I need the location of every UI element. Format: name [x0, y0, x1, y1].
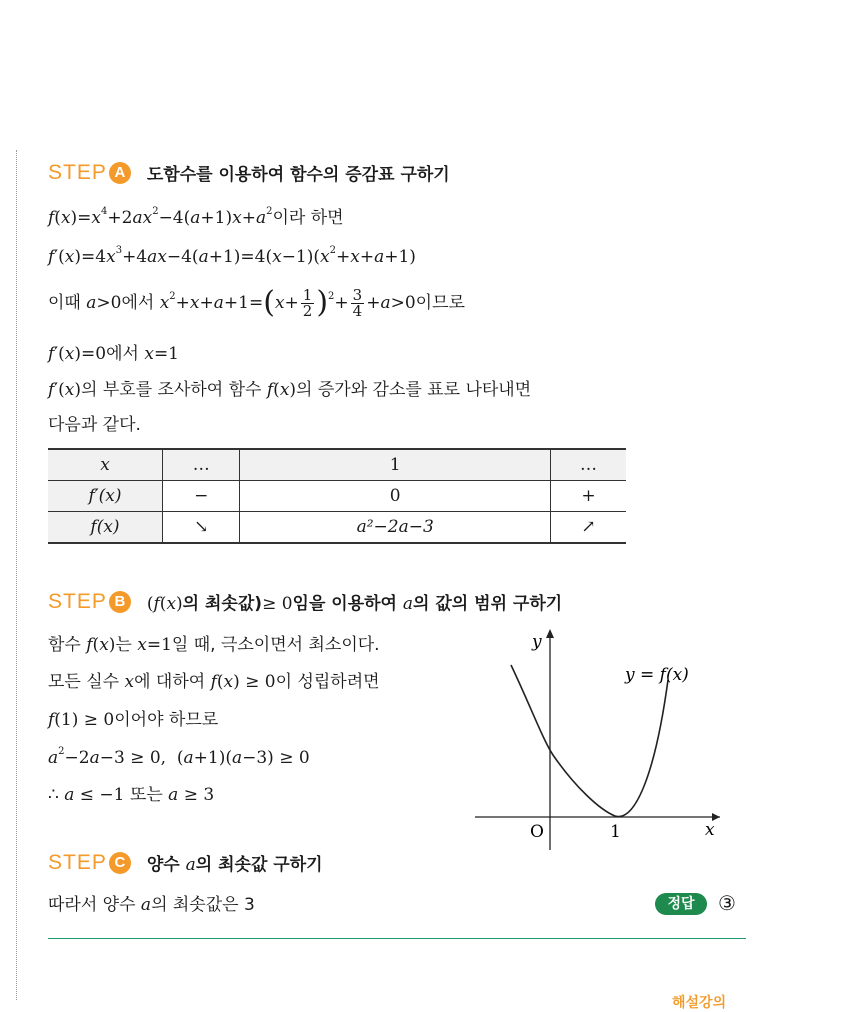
line-critical-point: f′(x)=0에서 x=1: [48, 344, 179, 364]
step-b-badge: B: [109, 591, 131, 613]
tick-label: 1: [610, 822, 621, 842]
increasing-arrow-icon: ↗: [550, 512, 626, 544]
line-define-f: $f(x)=x^4+2ax^2-4(a+1)x+a^2$이라 하면: [48, 206, 344, 228]
step-label: STEP: [48, 850, 107, 874]
step-c-badge: C: [109, 852, 131, 874]
line-as-follows: 다음과 같다.: [48, 415, 141, 435]
line-range: ∴ a ≤ −1 또는 a ≥ 3: [48, 785, 215, 805]
step-c-heading: STEP C 양수 a의 최솟값 구하기: [48, 850, 323, 875]
table-row: f(x) ↘ a²−2a−3 ↗: [48, 512, 626, 544]
line-conclusion: 따라서 양수 a의 최솟값은 3: [48, 895, 255, 915]
step-label: STEP: [48, 589, 107, 613]
table-row: x … 1 …: [48, 449, 626, 481]
step-a-heading: [48, 160, 450, 185]
footer-label: 해설강의: [672, 995, 727, 1011]
function-graph: [475, 625, 735, 855]
curve: [511, 665, 668, 817]
line-condition: 모든 실수 x에 대하여 f(x) ≥ 0이 성립하려면: [48, 672, 380, 692]
step-b-heading: STEP B (f(x)의 최솟값)≥ 0임을 이용하여 a의 값의 범위 구하기: [48, 589, 563, 614]
increase-decrease-table: [48, 448, 626, 544]
y-axis-label: y: [532, 632, 542, 652]
y-axis-arrow-icon: [546, 629, 554, 638]
table-row: f′(x) − 0 +: [48, 481, 626, 512]
line-inequality: $a^2-2a-3 \ge 0$, (a+1)(a−3) ≥ 0: [48, 746, 310, 768]
step-a-badge: A: [109, 162, 131, 184]
answer-badge: 정답: [655, 893, 707, 915]
step-a-title: 도함수를 이용하여 함수의 증감표 구하기: [146, 165, 450, 185]
section-divider: [48, 938, 746, 939]
line-f1: f(1) ≥ 0이어야 하므로: [48, 710, 219, 730]
line-min-at-1: 함수 f(x)는 x=1일 때, 극소이면서 최소이다.: [48, 635, 380, 655]
line-sign-check: f′(x)의 부호를 조사하여 함수 f(x)의 증가와 감소를 표로 나타내면: [48, 380, 532, 400]
step-label: STEP: [48, 160, 107, 184]
answer-value: ③: [718, 891, 736, 915]
margin-dotted-line: [16, 150, 17, 1000]
x-axis-label: x: [705, 820, 715, 840]
origin-label: O: [530, 822, 544, 842]
line-positive-factor: 이때 a>0에서 $x^2+x+a+1=(x+$ $\frac{1}{2}$ )$^2$+ $\frac{3}{4}$ +a>0이므로: [48, 285, 465, 320]
curve-label: y = f(x): [625, 665, 689, 685]
decreasing-arrow-icon: ↘: [163, 512, 240, 544]
line-derivative: $f'(x)=4x^3+4ax-4(a+1)=4(x-1)(x^2+x+a+1)$: [48, 245, 416, 267]
